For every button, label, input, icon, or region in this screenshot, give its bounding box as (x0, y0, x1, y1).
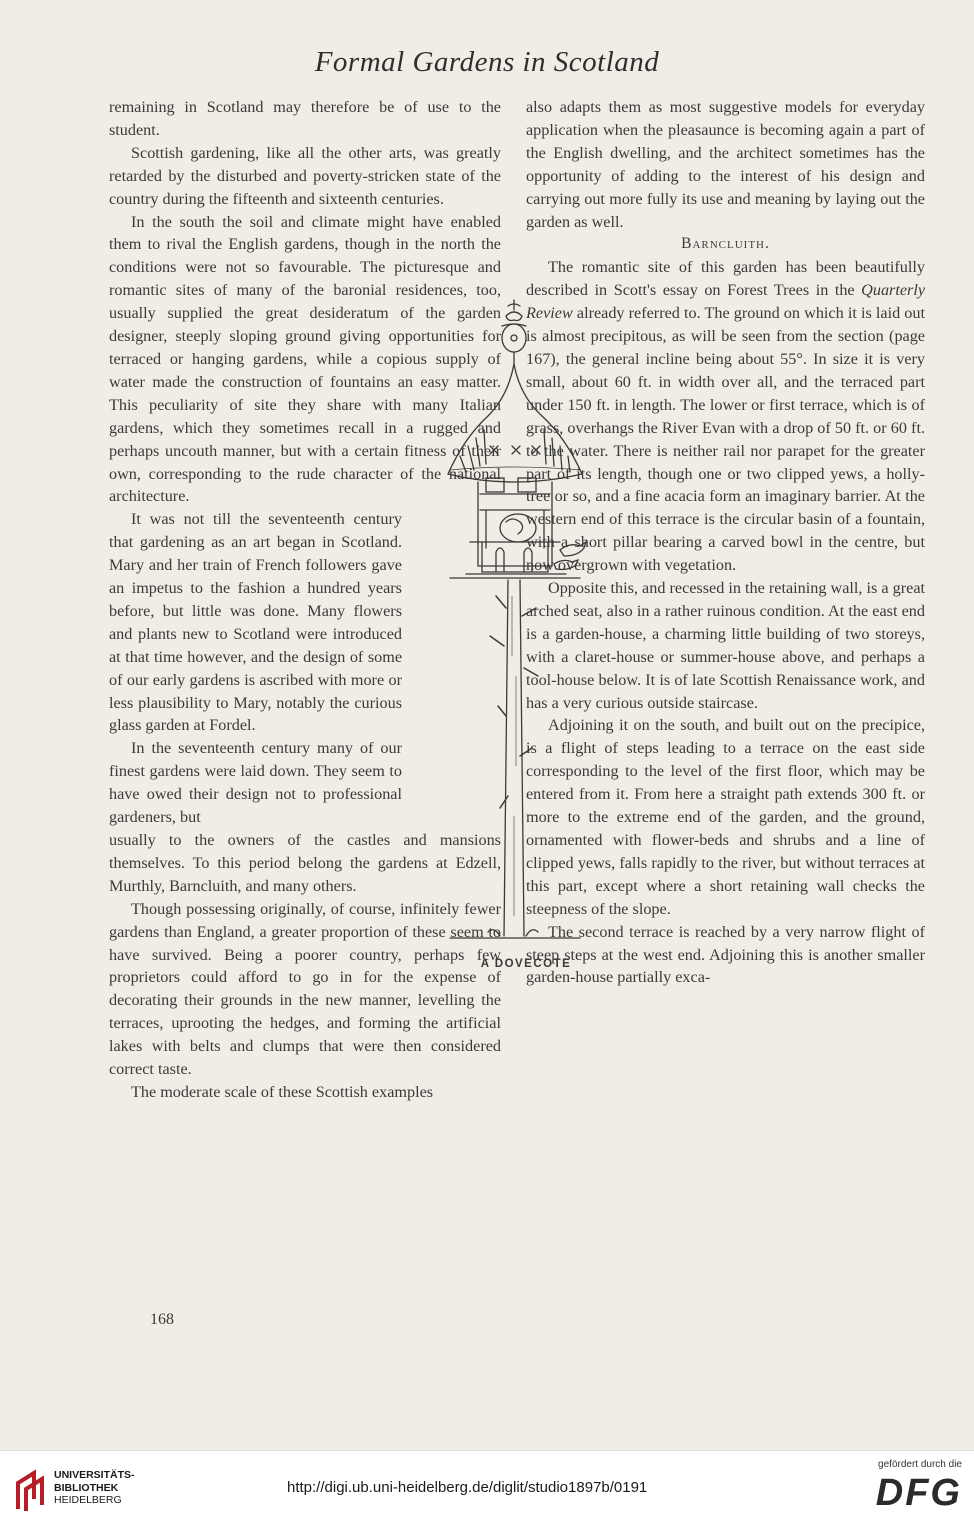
paragraph: Though possessing originally, of course, infinitely fewer gardens than England, a greater proportion of these seem to have survived. Being a poorer country, perhaps few proprietors could afford to go in for the expense of decorating their grounds in the new manner, levelling the terraces, uprooting the hedges, and forming the artificial lakes with belts and clumps that were then considered correct taste. (109, 899, 501, 1079)
sponsor-label: gefördert durch die (878, 1459, 962, 1470)
paragraph: In the south the soil and climate might have enabled them to rival the English gardens, though in the north the conditions were not so favourable. The picturesque and romantic sites of many of the baronial residences, too, usually supplied the great desideratum of the garden designer, steeply sloping ground giving opportunities for terraced or hanging gardens, while a copious supply of water made the construction of fountains an easy matter. This peculiarity of site they share with many Italian gardens, which they sometimes recall in a rugged and perhaps uncouth manner, but with a certain fitness of their own, corresponding to the rude character of the national architecture. (109, 212, 501, 506)
permalink-url[interactable]: http://digi.ub.uni-heidelberg.de/diglit/studio1897b/0191 (287, 1479, 648, 1496)
paragraph: Scottish gardening, like all the other arts, was greatly retarded by the disturbed and poverty-stricken state of the country during the fifteenth and sixteenth centuries. (109, 143, 501, 208)
paragraph-text: already referred to. The ground on which it is laid out is almost precipitous, as will be seen from the section (page 167), the general incline being about 55°. In size it is very small, about 60 ft. in width over all, and the terraced part under 150 ft. in length. The lower or first terrace, which is of grass, overhangs the River Evan with a drop of 50 ft. or 60 ft. to the water. There is neither rail nor parapet for the greater part of its length, though one or two clipped yews, a holly-tree or so, and a fine acacia form an imaginary barrier. At the western end of this terrace is the circular basin of a fountain, with a short pillar bearing a carved bowl in the centre, but now overgrown with vegetation. (526, 304, 925, 575)
paragraph: usually to the owners of the castles and mansions themselves. To this period belong the gardens at Edzell, Murthly, Barncluith, and many others. (109, 831, 501, 895)
sponsor-block (852, 1459, 962, 1515)
journal-title: Quarterly Review (526, 281, 926, 323)
paragraph: It was not till the seventeenth century that gardening as an art began in Scotland. Mary and her train of French followers gave an impetus to the fashion a hundred years before, but little was done. Many flowers and plants new to Scotland were introduced at that time however, and the design of some of our early gardens is ascribed with more or less plausibility to Mary, notably the curious glass garden at Fordel. (109, 510, 402, 735)
institution-line: BIBLIOTHEK (54, 1481, 119, 1494)
figure-caption: A DOVECOTE (480, 958, 572, 970)
paragraph: The second terrace is reached by a very narrow flight of steep steps at the west end. Adjoining this is another smaller garden-house partially exca- (526, 922, 925, 987)
running-head: Formal Gardens in Scotland (314, 46, 660, 78)
paragraph-text: The romantic site of this garden has been beautifully described in Scott's essay on Forest Trees in the (526, 258, 925, 300)
section-heading: Barncluith. (681, 235, 770, 253)
digitization-footer (0, 1450, 974, 1531)
paragraph: In the seventeenth century many of our finest gardens were laid down. They seem to have owed their design not to professional gardeners, but (109, 739, 402, 827)
dovecote-illustration (420, 296, 610, 976)
paragraph: Adjoining it on the south, and built out on the precipice, is a flight of steps leading to a terrace on the east side corresponding to the level of the first floor, which may be entered from it. From here a straight path extends 300 ft. or more to the extreme end of the garden, and the ground, ornamented with flower-beds and shrubs and a line of clipped yews, falls rapidly to the river, but without terraces at this part, except where a short retaining wall checks the steepness of the slope. (526, 716, 925, 918)
paragraph: Opposite this, and recessed in the retaining wall, is a great arched seat, also in a rather ruinous condition. At the east end is a garden-house, a charming little building of two storeys, with a claret-house or summer-house above, and perhaps a tool-house below. It is of late Scottish Renaissance work, and has a very curious outside staircase. (526, 579, 925, 712)
paragraph: also adapts them as most suggestive models for everyday application when the pleasaunce is becoming again a part of the English dwelling, and the architect sometimes has the opportunity of adding to the interest of his design and carrying out more fully its use and meaning by laying out the garden as well. (526, 98, 925, 231)
paragraph: remaining in Scotland may therefore be of use to the student. (109, 98, 501, 139)
paragraph: The moderate scale of these Scottish examples (131, 1082, 434, 1101)
institution-line: UNIVERSITÄTS- (54, 1469, 135, 1481)
institution-line: HEIDELBERG (54, 1494, 122, 1506)
institution-name (54, 1469, 135, 1507)
dfg-logo: DFG (875, 1472, 962, 1514)
university-library-logo-icon (14, 1469, 50, 1513)
page-number: 168 (150, 1311, 174, 1328)
